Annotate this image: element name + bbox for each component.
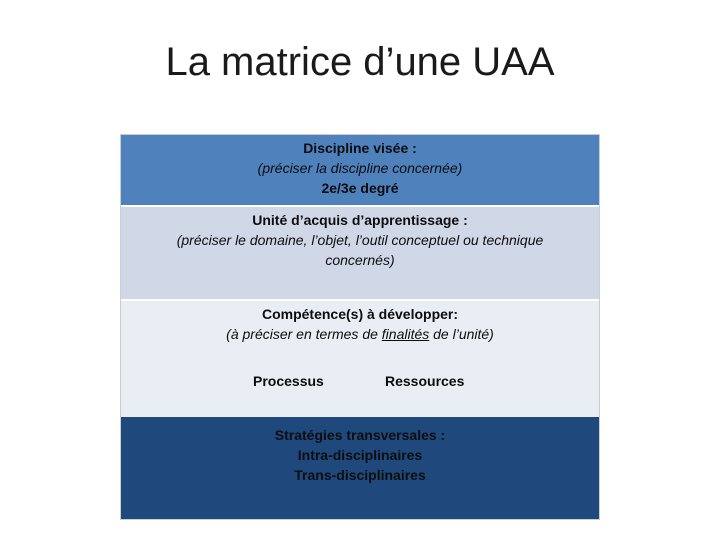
strategies-cell: [121, 417, 599, 519]
competences-detail: [121, 324, 599, 344]
strategies-heading: Stratégies transversales :: [274, 427, 446, 443]
uaa-heading: Unité d’acquis d’apprentissage :: [252, 212, 468, 228]
competences-detail-prefix: (à préciser en termes de: [226, 326, 382, 342]
competences-heading: Compétence(s) à développer:: [261, 306, 459, 322]
strategies-item-intra: Intra-disciplinaires: [297, 447, 423, 463]
discipline-heading: Discipline visée :: [303, 140, 417, 156]
competences-detail-suffix: de l’unité): [429, 326, 494, 342]
competences-detail-underlined: finalités: [381, 326, 430, 342]
uaa-detail-line2: concernés): [325, 252, 395, 268]
discipline-cell: [121, 135, 599, 207]
discipline-level: 2e/3e degré: [321, 180, 399, 196]
strategies-item-trans: Trans-disciplinaires: [294, 467, 426, 483]
slide-title: La matrice d’une UAA: [165, 40, 555, 84]
ressources-label: Ressources: [385, 373, 465, 389]
discipline-detail: (préciser la discipline concernée): [257, 160, 463, 176]
processus-label: Processus: [253, 373, 324, 389]
competences-cell: [121, 301, 599, 417]
uaa-cell: [121, 207, 599, 301]
uaa-detail-line1: (préciser le domaine, l’objet, l’outil conceptuel ou technique: [176, 232, 544, 248]
uaa-matrix: [120, 134, 600, 520]
